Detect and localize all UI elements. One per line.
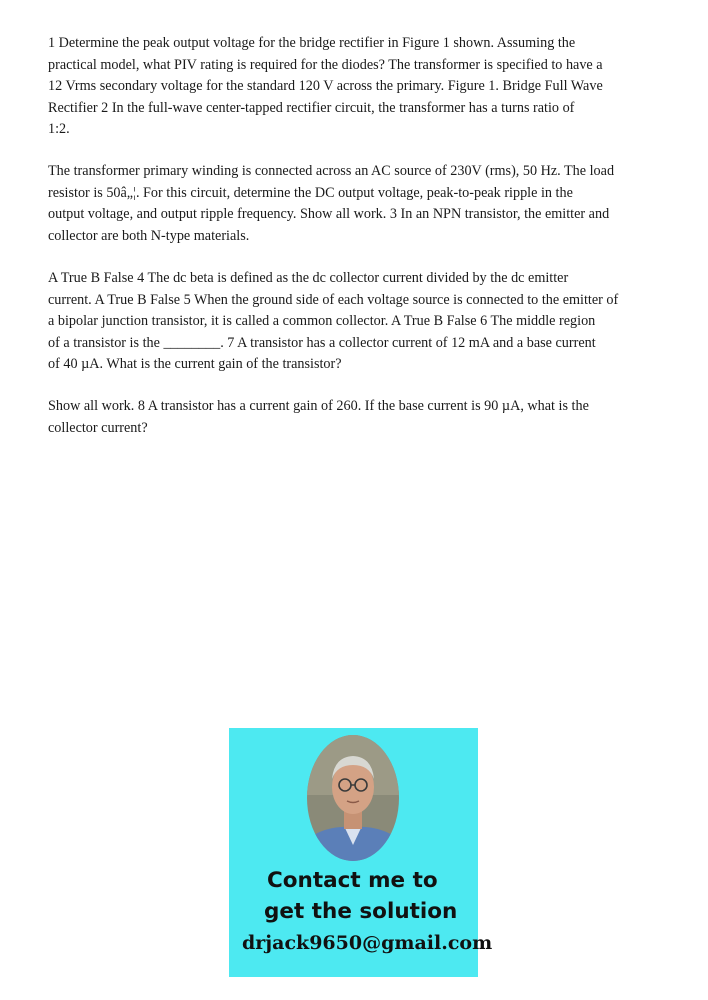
- text-line: of 40 µA. What is the current gain of the transistor?: [48, 356, 342, 372]
- ad-headline-line1: Contact me to: [267, 868, 438, 893]
- text-line: The transformer primary winding is connected across an AC source of 230V (rms), 50 Hz. The load: [48, 163, 615, 179]
- question-paragraph: [48, 33, 638, 141]
- text-line: practical model, what PIV rating is required for the diodes? The transformer is specified to have a: [48, 56, 603, 73]
- text-line: of a transistor is the ________. 7 A transistor has a collector current of 12 mA and a base current: [48, 334, 596, 351]
- text-line: 1 Determine the peak output voltage for the bridge rectifier in Figure 1 shown. Assuming the: [48, 35, 576, 51]
- question-paragraph: [48, 396, 638, 439]
- text-line: current. A True B False 5 When the ground side of each voltage source is connected to the emitter of: [48, 291, 619, 308]
- text-line: resistor is 50â„¦. For this circuit, determine the DC output voltage, peak-to-peak ripple in the: [48, 184, 573, 201]
- contact-email-link[interactable]: drjack9650@gmail.com: [242, 932, 493, 954]
- text-line: 12 Vrms secondary voltage for the standard 120 V across the primary. Figure 1. Bridge Full Wave: [48, 78, 603, 94]
- question-paragraph: [48, 268, 638, 376]
- text-line: collector current?: [48, 419, 148, 436]
- text-line: Rectifier 2 In the full-wave center-tapped rectifier circuit, the transformer has a turns ratio of: [48, 99, 575, 116]
- text-line: A True B False 4 The dc beta is defined as the dc collector current divided by the dc emitter: [48, 270, 569, 286]
- contact-ad-banner[interactable]: [229, 728, 493, 977]
- person-portrait-icon: [307, 735, 399, 861]
- text-line: Show all work. 8 A transistor has a current gain of 260. If the base current is 90 µA, what is the: [48, 398, 589, 414]
- ad-headline-line2: get the solution: [264, 899, 458, 924]
- text-line: 1:2.: [48, 121, 70, 137]
- text-line: collector are both N-type materials.: [48, 227, 250, 244]
- text-line: a bipolar junction transistor, it is called a common collector. A True B False 6 The middle region: [48, 313, 596, 329]
- question-paragraph: [48, 161, 638, 247]
- text-line: output voltage, and output ripple frequency. Show all work. 3 In an NPN transistor, the emitter and: [48, 206, 610, 222]
